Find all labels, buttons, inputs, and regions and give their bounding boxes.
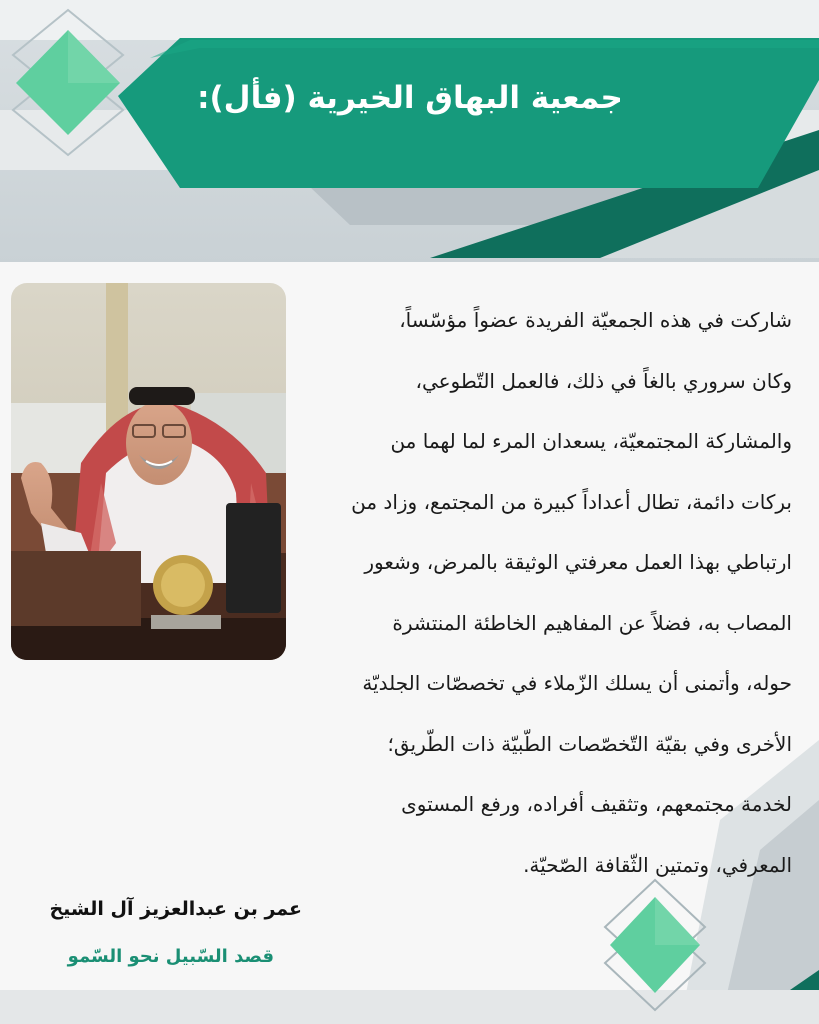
article-line: وكان سروري بالغاً في ذلك، فالعمل التّطوعي، <box>415 368 792 393</box>
article-line: حوله، وأتمنى أن يسلك الزّملاء في تخصصّات الجلديّة <box>362 671 792 695</box>
article-line: ارتباطي بهذا العمل معرفتي الوثيقة بالمرض، وشعور <box>364 550 792 574</box>
article-line: المعرفي، وتمتين الثّقافة الصّحيّة. <box>523 852 792 877</box>
diamond-ornament-icon <box>5 5 135 165</box>
article-line: المصاب به، فضلاً عن المفاهيم الخاطئة المنتشرة <box>392 610 792 635</box>
column-title: قصد السّبيل نحو السّمو <box>67 946 274 967</box>
author-name: عمر بن عبدالعزيز آل الشيخ <box>49 898 302 920</box>
article-line: بركات دائمة، تطال أعداداً كبيرة من المجتمع، وزاد من <box>351 489 792 514</box>
author-photo <box>11 283 286 660</box>
article-body <box>290 290 810 895</box>
article-line: لخدمة مجتمعهم، وتثقيف أفراده، ورفع المستوى <box>401 792 792 816</box>
diamond-ornament-icon <box>600 875 710 1015</box>
article-line: والمشاركة المجتمعيّة، يسعدان المرء لما لهما من <box>390 429 792 453</box>
article-line: الأخرى وفي بقيّة التّخصّصات الطّبيّة ذات الطّريق؛ <box>387 731 792 756</box>
article-line: شاركت في هذه الجمعيّة الفريدة عضواً مؤسّساً، <box>399 308 792 332</box>
page-title: جمعية البهاق الخيرية (فأل): <box>197 80 623 116</box>
